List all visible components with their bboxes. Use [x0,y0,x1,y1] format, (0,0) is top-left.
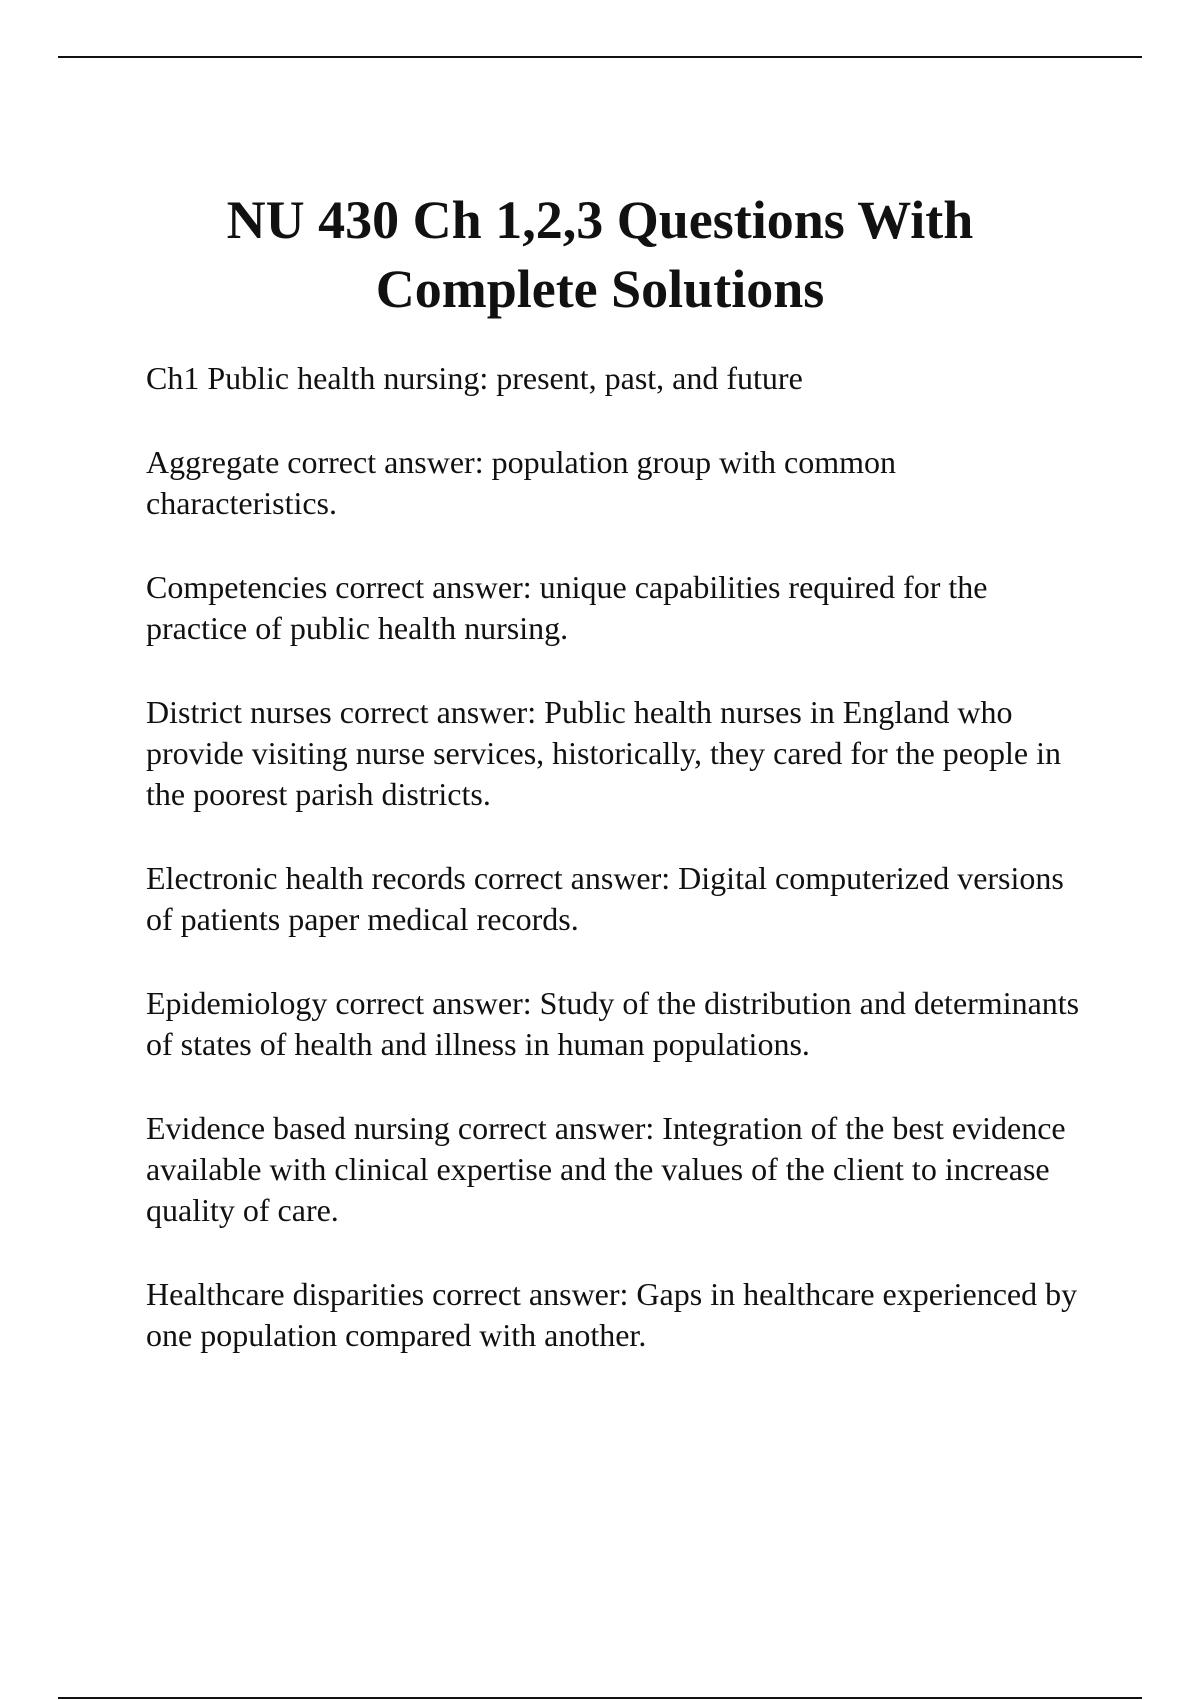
document-title: NU 430 Ch 1,2,3 Questions With Complete Solutions [226,190,974,319]
qa-entry-district-nurses: District nurses correct answer: Public health nurses in England who provide visiting nurse services, historically, they cared for the people in the poorest parish districts. [146,694,1061,812]
qa-entry-competencies: Competencies correct answer: unique capabilities required for the practice of public health nursing. [146,569,988,646]
top-divider [58,56,1142,58]
qa-entry-aggregate: Aggregate correct answer: population group with common characteristics. [146,444,896,521]
chapter-heading: Ch1 Public health nursing: present, past, and future [146,360,803,396]
qa-entry-electronic-health-records: Electronic health records correct answer: Digital computerized versions of patients paper medical records. [146,860,1064,937]
qa-entry-healthcare-disparities: Healthcare disparities correct answer: Gaps in healthcare experienced by one population compared with another. [146,1276,1078,1353]
bottom-divider [58,1697,1142,1699]
document-body [146,358,1086,1399]
qa-entry-epidemiology: Epidemiology correct answer: Study of the distribution and determinants of states of health and illness in human populations. [146,985,1080,1062]
qa-entry-evidence-based-nursing: Evidence based nursing correct answer: Integration of the best evidence available with clinical expertise and the values of the client to increase quality of care. [146,1110,1066,1228]
